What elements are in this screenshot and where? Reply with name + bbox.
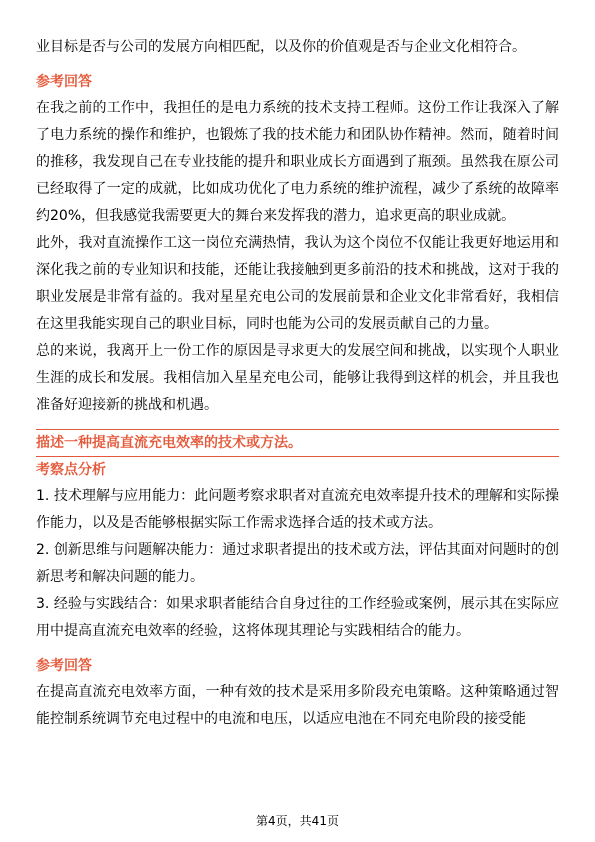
analysis-point: 3. 经验与实践结合：如果求职者能结合自身过往的工作经验或案例，展示其在实际应用中提高直流充电效率的经验，这将体现其理论与实践相结合的能力。 xyxy=(36,596,559,639)
reference-answer-label: 参考回答 xyxy=(36,658,92,674)
answer-paragraph: 此外，我对直流操作工这一岗位充满热情，我认为这个岗位不仅能让我更好地运用和深化我之前的专业知识和技能，还能让我接触到更多前沿的技术和挑战，这对于我的职业发展是非常有益的。我对星星充电公司的发展前景和企业文化非常看好，我相信在这里我能实现自己的职业目标，同时也能为公司的发展贡献自己的力量。 xyxy=(36,235,559,332)
page-content xyxy=(36,34,559,733)
answer-paragraph: 在我之前的工作中，我担任的是电力系统的技术支持工程师。这份工作让我深入了解了电力系统的操作和维护，也锻炼了我的技术能力和团队协作精神。然而，随着时间的推移，我发现自己在专业技能的提升和职业成长方面遇到了瓶颈。虽然我在原公司已经取得了一定的成就，比如成功优化了电力系统的维护流程，减少了系统的故障率约20%，但我感觉我需要更大的舞台来发挥我的潜力，追求更高的职业成就。 xyxy=(36,100,559,224)
intro-tail-text: 业目标是否与公司的发展方向相匹配，以及你的价值观是否与企业文化相符合。 xyxy=(36,39,526,55)
analysis-point: 1. 技术理解与应用能力：此问题考察求职者对直流充电效率提升技术的理解和实际操作能力，以及是否能够根据实际工作需求选择合适的技术或方法。 xyxy=(36,488,559,531)
answer-paragraph: 在提高直流充电效率方面，一种有效的技术是采用多阶段充电策略。这种策略通过智能控制系统调节充电过程中的电流和电压，以适应电池在不同充电阶段的接受能 xyxy=(36,684,559,727)
analysis-label: 考察点分析 xyxy=(36,462,106,478)
answer-paragraph: 总的来说，我离开上一份工作的原因是寻求更大的发展空间和挑战，以实现个人职业生涯的成长和发展。我相信加入星星充电公司，能够让我得到这样的机会，并且我也准备好迎接新的挑战和机遇。 xyxy=(36,343,559,413)
reference-answer-label: 参考回答 xyxy=(36,74,92,90)
page-number-footer: 第4页，共41页 xyxy=(256,814,339,828)
question-heading: 描述一种提高直流充电效率的技术或方法。 xyxy=(36,435,302,451)
analysis-point: 2. 创新思维与问题解决能力：通过求职者提出的技术或方法，评估其面对问题时的创新思考和解决问题的能力。 xyxy=(36,542,559,585)
